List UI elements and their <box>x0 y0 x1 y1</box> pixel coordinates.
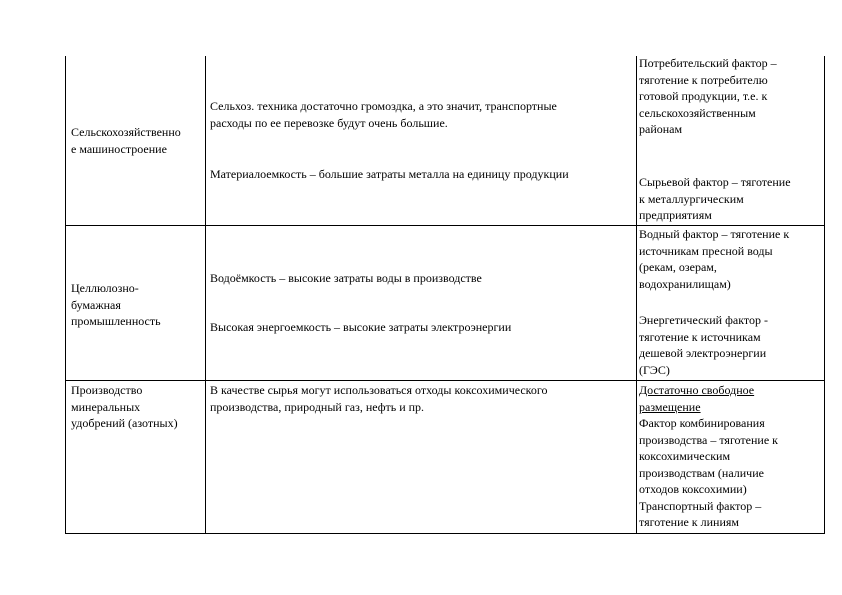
table-row-factor: Сырьевой фактор – тяготение к металлургическим предприятиям <box>639 175 791 222</box>
column-divider-1 <box>205 56 206 534</box>
table-row-feature: Водоёмкость – высокие затраты воды в производстве <box>210 271 482 285</box>
table-row-industry: Сельскохозяйственно е машиностроение <box>71 125 181 156</box>
table-row-industry: Производство минеральных удобрений (азотных) <box>71 383 178 430</box>
table-row-factor: Энергетический фактор - тяготение к источникам дешевой электроэнергии (ГЭС) <box>639 313 768 377</box>
table-row-feature: В качестве сырья могут использоваться отходы коксохимического производства, природный газ, нефть и пр. <box>210 383 548 414</box>
table-row-industry: Целлюлозно- бумажная промышленность <box>71 281 161 328</box>
table-row-factor: Водный фактор – тяготение к источникам пресной воды (рекам, озерам, водохранилищам) <box>639 227 790 291</box>
column-divider-2 <box>636 56 637 534</box>
location-factors-table <box>65 56 825 534</box>
table-row-factor: Достаточно свободное размещение Фактор комбинирования производства – тяготение к коксохимическим производствам (наличие отходов коксохимии) Транспортный фактор – тяготение к линиям <box>639 383 778 529</box>
table-border-left <box>65 56 66 534</box>
table-border-bottom <box>65 533 825 534</box>
table-border-right <box>824 56 825 534</box>
table-row-feature: Сельхоз. техника достаточно громоздка, а это значит, транспортные расходы по ее перевозке будут очень большие. <box>210 99 557 130</box>
table-row-feature: Материалоемкость – большие затраты металла на единицу продукции <box>210 167 569 181</box>
table-row-factor: Потребительский фактор – тяготение к потребителю готовой продукции, т.е. к сельскохозяйственным районам <box>639 56 777 136</box>
row-divider-2 <box>65 380 825 381</box>
table-row-feature: Высокая энергоемкость – высокие затраты электроэнергии <box>210 320 512 334</box>
